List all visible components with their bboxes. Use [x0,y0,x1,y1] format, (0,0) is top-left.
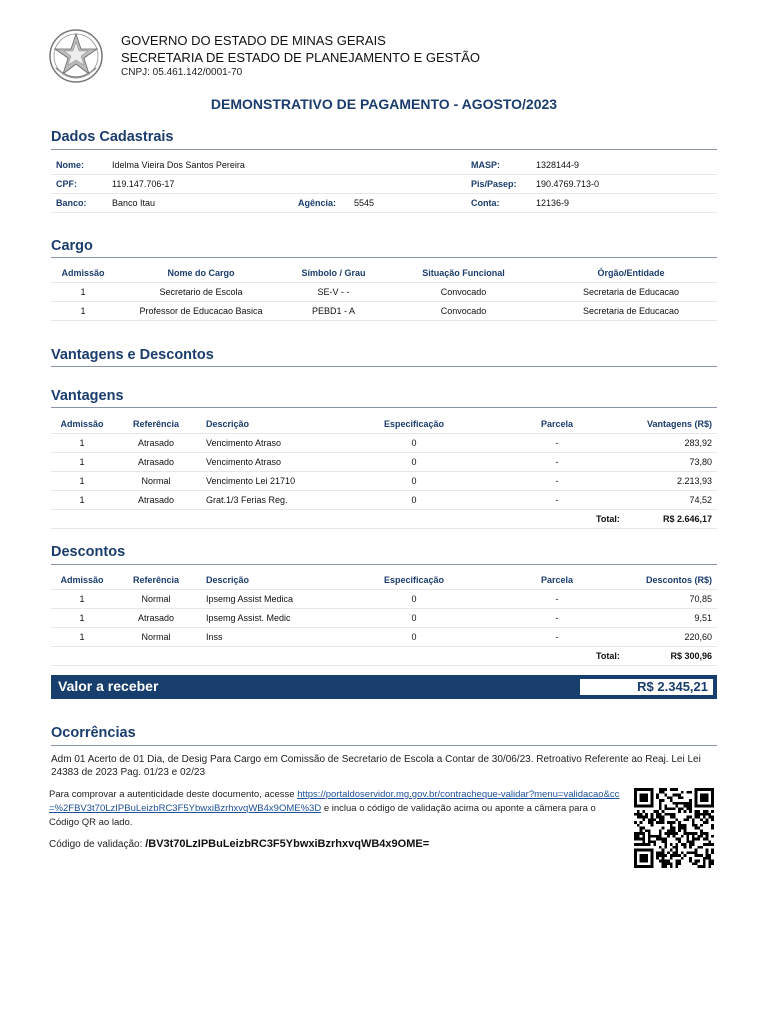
col-header-especificacao: Especificação [383,575,445,585]
col-header-especificacao: Especificação [383,419,445,429]
section-title-vantagens: Vantagens [51,388,124,404]
cell-parcela: - [555,438,559,448]
cell-parcela: - [555,594,559,604]
masp-label: MASP: [471,160,500,170]
cell-parcela: - [555,476,559,486]
cell-especificacao: 0 [411,632,417,642]
cell-especificacao: 0 [411,476,417,486]
cell-referencia: Atrasado [137,495,175,505]
document-title: DEMONSTRATIVO DE PAGAMENTO - AGOSTO/2023 [210,96,558,112]
validation-code [49,838,429,850]
dados-row [51,194,717,213]
cell-admissao: 1 [79,594,85,604]
table-row [51,590,717,609]
section-title-dados-cadastrais: Dados Cadastrais [51,129,174,145]
cpf-value: 119.147.706-17 [112,179,175,189]
table-row [51,283,717,302]
section-title-descontos: Descontos [51,544,126,560]
pis-label: Pis/Pasep: [471,179,517,189]
section-title-cargo: Cargo [51,238,93,254]
cell-simbolo: PEBD1 - A [311,306,356,316]
col-header-parcela: Parcela [540,419,574,429]
nome-label: Nome: [56,160,85,170]
col-header-parcela: Parcela [540,575,574,585]
cell-referencia: Normal [141,632,171,642]
validation-link[interactable]: https://portaldoservidor.mg.gov.br/contracheque-validar?menu=validacao&cc=%2FBV3t70LzIPBuLeizbRC3F5YbwxiBzrhxvqWB4x9OME%3D [49,789,620,814]
cnpj: CNPJ: 05.461.142/0001-70 [121,67,243,78]
col-header-admissao: Admissão [60,419,104,429]
cell-especificacao: 0 [411,613,417,623]
masp-value: 1328144-9 [536,160,580,170]
col-header-valor: Vantagens (R$) [646,419,712,429]
auth-text-after: e inclua o código de validação acima ou aponte a câmera para o Código QR ao lado. [49,803,596,828]
cpf-label: CPF: [56,179,77,189]
cell-admissao: 1 [79,495,85,505]
authenticity-notice [49,788,621,830]
validation-code-label: Código de validação: [49,839,146,850]
valor-receber-bar [51,675,717,699]
cell-valor: 283,92 [684,438,712,448]
col-header-situacao: Situação Funcional [422,268,505,278]
section-divider [51,149,717,150]
cell-descricao: Ipsemg Assist. Medic [206,613,291,623]
section-divider [51,257,717,258]
conta-value: 12136-9 [536,198,570,208]
vantagens-total-row [51,510,717,529]
agencia-label: Agência: [298,198,337,208]
cell-referencia: Atrasado [137,438,175,448]
section-divider [51,564,717,565]
table-row [51,472,717,491]
cell-descricao: Vencimento Atraso [206,457,282,467]
qr-code-icon[interactable] [634,788,714,868]
cell-descricao: Grat.1/3 Ferias Reg. [206,495,288,505]
cell-nome-cargo: Professor de Educacao Basica [139,306,263,316]
banco-label: Banco: [56,198,87,208]
cell-simbolo: SE-V - - [317,287,350,297]
cell-parcela: - [555,613,559,623]
cell-referencia: Atrasado [137,457,175,467]
validation-code-value: /BV3t70LzIPBuLeizbRC3F5YbwxiBzrhxvqWB4x9OME= [145,838,430,850]
total-label: Total: [596,651,620,661]
section-divider [51,366,717,367]
pis-value: 190.4769.713-0 [536,179,600,189]
cell-valor: 73,80 [689,457,712,467]
cell-especificacao: 0 [411,438,417,448]
table-row [51,453,717,472]
cell-admissao: 1 [80,306,86,316]
cell-admissao: 1 [79,613,85,623]
col-header-referencia: Referência [132,575,180,585]
cell-especificacao: 0 [411,594,417,604]
cell-parcela: - [555,495,559,505]
section-divider [51,407,717,408]
cell-especificacao: 0 [411,457,417,467]
cell-referencia: Normal [141,476,171,486]
cell-valor: 74,52 [689,495,712,505]
cell-referencia: Atrasado [137,613,175,623]
cell-situacao: Convocado [440,287,487,297]
secretariat-name: SECRETARIA DE ESTADO DE PLANEJAMENTO E GESTÃO [121,50,481,65]
cell-parcela: - [555,632,559,642]
valor-receber-value: R$ 2.345,21 [579,678,714,696]
section-divider [51,745,717,746]
agencia-value: 5545 [354,198,375,208]
ocorrencias-text: Adm 01 Acerto de 01 Dia, de Desig Para Cargo em Comissão de Secretario de Escola a Contar de 30/06/23. Retroativo Referente ao Reaj. Lei Lei 24383 de 2023 Pag. 01/23 e 02/23 [51,754,701,778]
cell-nome-cargo: Secretario de Escola [159,287,243,297]
cell-orgao: Secretaria de Educacao [582,287,680,297]
table-row [51,609,717,628]
cell-admissao: 1 [79,438,85,448]
cell-admissao: 1 [79,632,85,642]
col-header-admissao: Admissão [60,575,104,585]
dados-row [51,156,717,175]
cell-valor: 9,51 [694,613,712,623]
cell-descricao: Vencimento Atraso [206,438,282,448]
col-header-simbolo: Símbolo / Grau [301,268,366,278]
descontos-total-value: R$ 300,96 [670,651,712,661]
total-label: Total: [596,514,620,524]
vantagens-total-value: R$ 2.646,17 [662,514,712,524]
cell-valor: 70,85 [689,594,712,604]
auth-text-before: Para comprovar a autenticidade deste documento, acesse [49,789,298,800]
section-title-vantagens-descontos: Vantagens e Descontos [51,347,214,363]
table-row [51,434,717,453]
state-coat-of-arms-icon [48,28,104,84]
col-header-orgao: Órgão/Entidade [597,268,665,278]
cell-valor: 220,60 [684,632,712,642]
cargo-header-row [51,264,717,283]
cell-referencia: Normal [141,594,171,604]
section-title-ocorrencias: Ocorrências [51,725,136,741]
col-header-nome-cargo: Nome do Cargo [167,268,235,278]
conta-label: Conta: [471,198,500,208]
cell-descricao: Ipsemg Assist Medica [206,594,294,604]
nome-value: Idelma Vieira Dos Santos Pereira [112,160,245,170]
col-header-valor: Descontos (R$) [645,575,712,585]
valor-receber-label: Valor a receber [58,678,159,694]
cell-especificacao: 0 [411,495,417,505]
dados-row [51,175,717,194]
descontos-header-row [51,571,717,590]
cell-descricao: Inss [206,632,223,642]
qr-modules [634,788,714,868]
cell-admissao: 1 [80,287,86,297]
vantagens-header-row [51,415,717,434]
col-header-descricao: Descrição [206,575,250,585]
document-header [48,28,728,84]
cell-admissao: 1 [79,457,85,467]
table-row [51,628,717,647]
table-row [51,491,717,510]
col-header-descricao: Descrição [206,419,250,429]
government-name: GOVERNO DO ESTADO DE MINAS GERAIS [121,33,386,48]
table-row [51,302,717,321]
col-header-referencia: Referência [132,419,180,429]
cell-parcela: - [555,457,559,467]
cell-admissao: 1 [79,476,85,486]
cell-orgao: Secretaria de Educacao [582,306,680,316]
col-header-admissao: Admissão [61,268,105,278]
descontos-total-row [51,647,717,666]
cell-descricao: Vencimento Lei 21710 [206,476,296,486]
banco-value: Banco Itau [112,198,156,208]
cell-valor: 2.213,93 [676,476,712,486]
cell-situacao: Convocado [440,306,487,316]
